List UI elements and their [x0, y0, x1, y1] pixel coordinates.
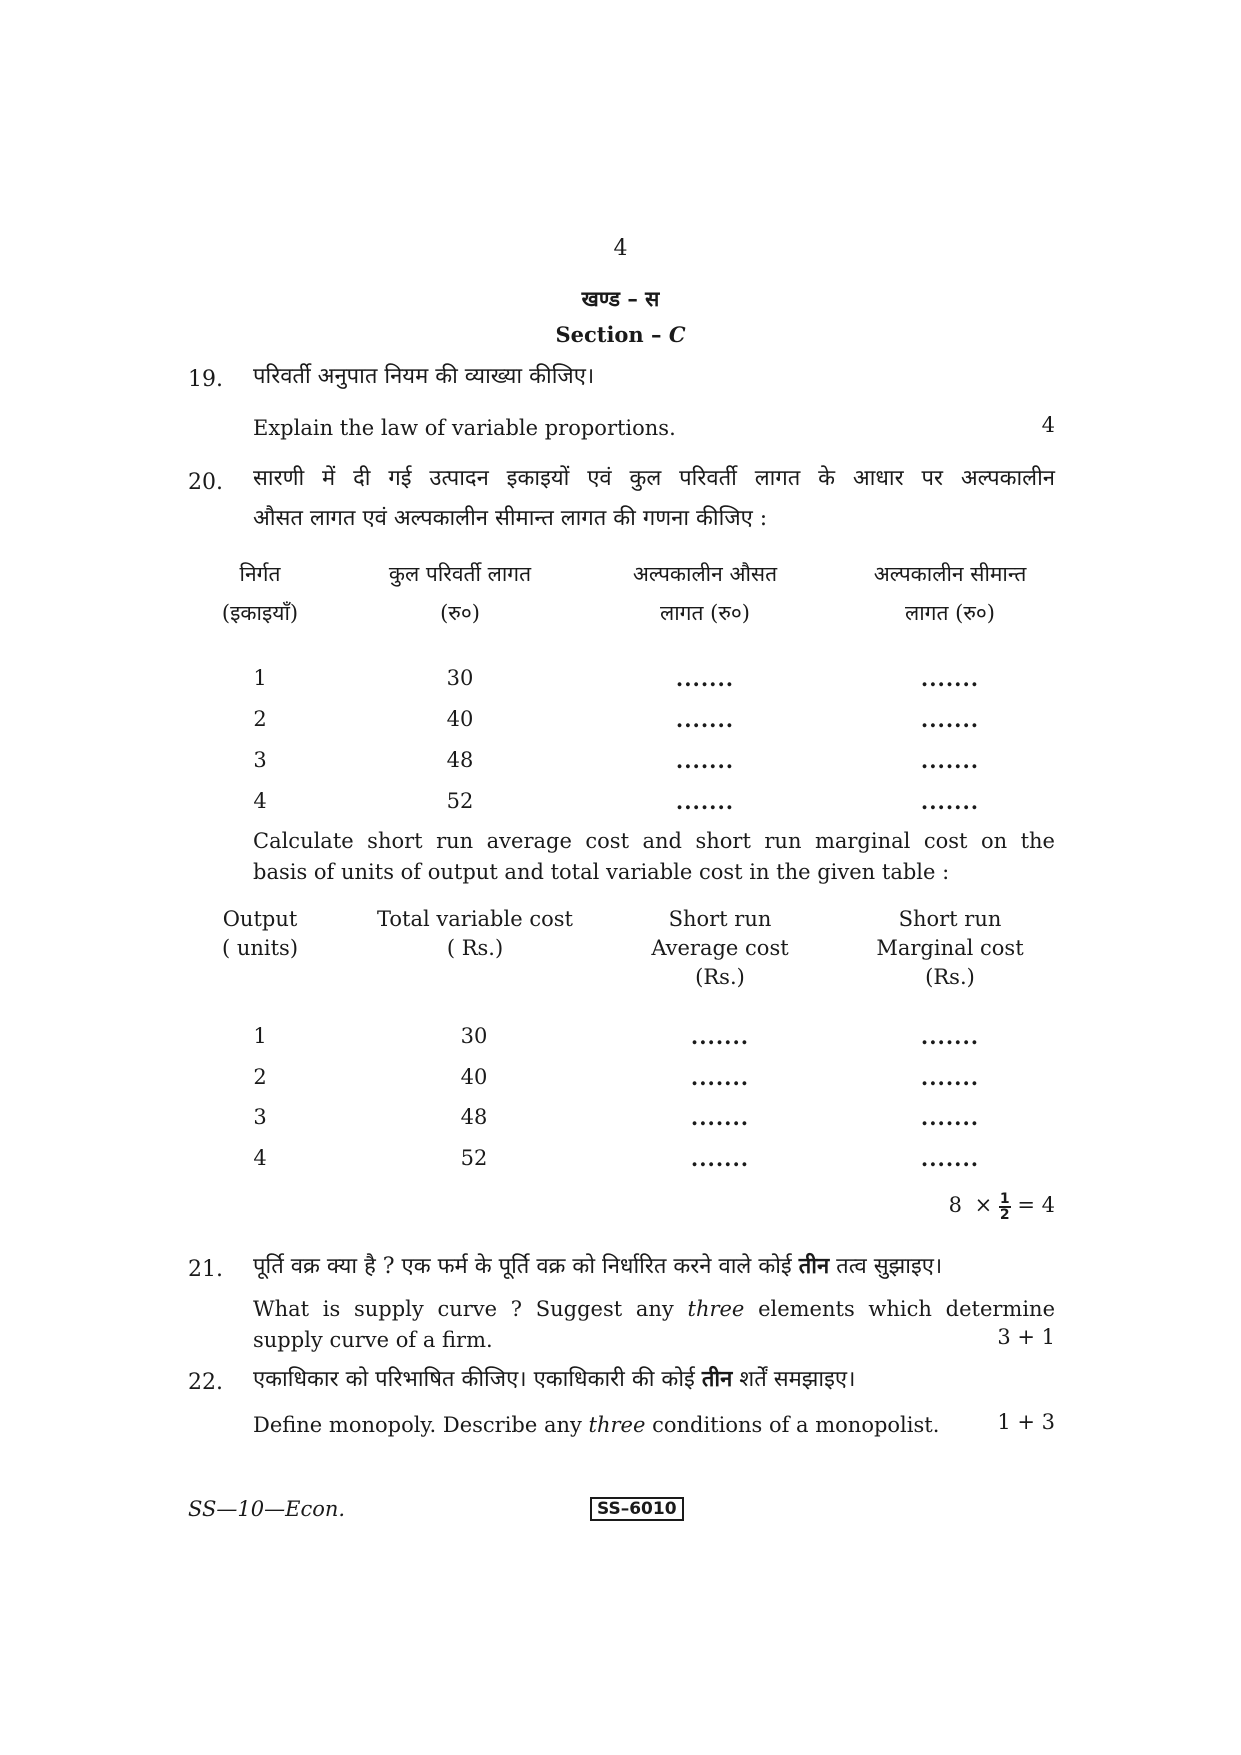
- q22-marks: 1 + 3: [997, 1410, 1055, 1434]
- q21-number: 21.: [188, 1257, 223, 1282]
- en-table-header-avg-cost: Short run Average cost (Rs.): [651, 907, 789, 989]
- series-code: SS–6010: [590, 1497, 684, 1521]
- q19-number: 19.: [188, 367, 223, 392]
- q22-english: Define monopoly. Describe any three conditions of a monopolist.: [253, 1413, 940, 1437]
- q20-hindi-line1: सारणी में दी गई उत्पादन इकाइयों एवं कुल परिवर्ती लागत के आधार पर अल्पकालीन: [253, 466, 1055, 491]
- hi-table-header-output: निर्गत (इकाइयाँ): [221, 562, 299, 625]
- hi-table-header-avg-cost: अल्पकालीन औसत लागत (रु०): [632, 562, 778, 625]
- half-fraction: $\frac{1}{2}$: [999, 1190, 1010, 1223]
- q22-number: 22.: [188, 1370, 223, 1395]
- en-table-header-tvc: Total variable cost ( Rs.): [377, 907, 573, 960]
- q20-hindi-line2: औसत लागत एवं अल्पकालीन सीमान्त लागत की गणना कीजिए :: [253, 506, 768, 531]
- q19-hindi: परिवर्ती अनुपात नियम की व्याख्या कीजिए।: [253, 364, 595, 389]
- q21-hindi: पूर्ति वक्र क्या है ? एक फर्म के पूर्ति वक्र को निर्धारित करने वाले कोई तीन तत्व सुझाइए।: [253, 1253, 943, 1279]
- q21-english-line2: supply curve of a firm.: [253, 1328, 493, 1352]
- q20-english-line2: basis of units of output and total variable cost in the given table :: [253, 860, 950, 884]
- hi-table-header-tvc: कुल परिवर्ती लागत (रु०): [388, 562, 532, 625]
- q21-marks: 3 + 1: [997, 1325, 1055, 1349]
- section-heading-hindi: खण्ड – स: [581, 286, 660, 311]
- en-table-header-marginal-cost: Short run Marginal cost (Rs.): [876, 907, 1024, 989]
- q19-marks: 4: [1041, 413, 1055, 437]
- footer-series-box: [590, 1497, 684, 1521]
- footer-paper-code: SS—10—Econ.: [188, 1497, 346, 1521]
- section-heading-english: Section – C: [555, 322, 686, 347]
- q21-english-line1: What is supply curve ? Suggest any three elements which determine: [253, 1297, 1055, 1321]
- q20-number: 20.: [188, 470, 223, 495]
- en-table-header-output: Output ( units): [221, 907, 299, 960]
- q19-english: Explain the law of variable proportions.: [253, 416, 676, 440]
- hi-table-header-marginal-cost: अल्पकालीन सीमान्त लागत (रु०): [873, 562, 1027, 625]
- q22-hindi: एकाधिकार को परिभाषित कीजिए। एकाधिकारी की कोई तीन शर्तें समझाइए।: [253, 1366, 856, 1392]
- q20-english-line1: Calculate short run average cost and short run marginal cost on the: [253, 829, 1055, 853]
- q20-marks: 8 × $\frac{1}{2}$ = 4: [948, 1190, 1055, 1223]
- page-number: 4: [613, 236, 628, 261]
